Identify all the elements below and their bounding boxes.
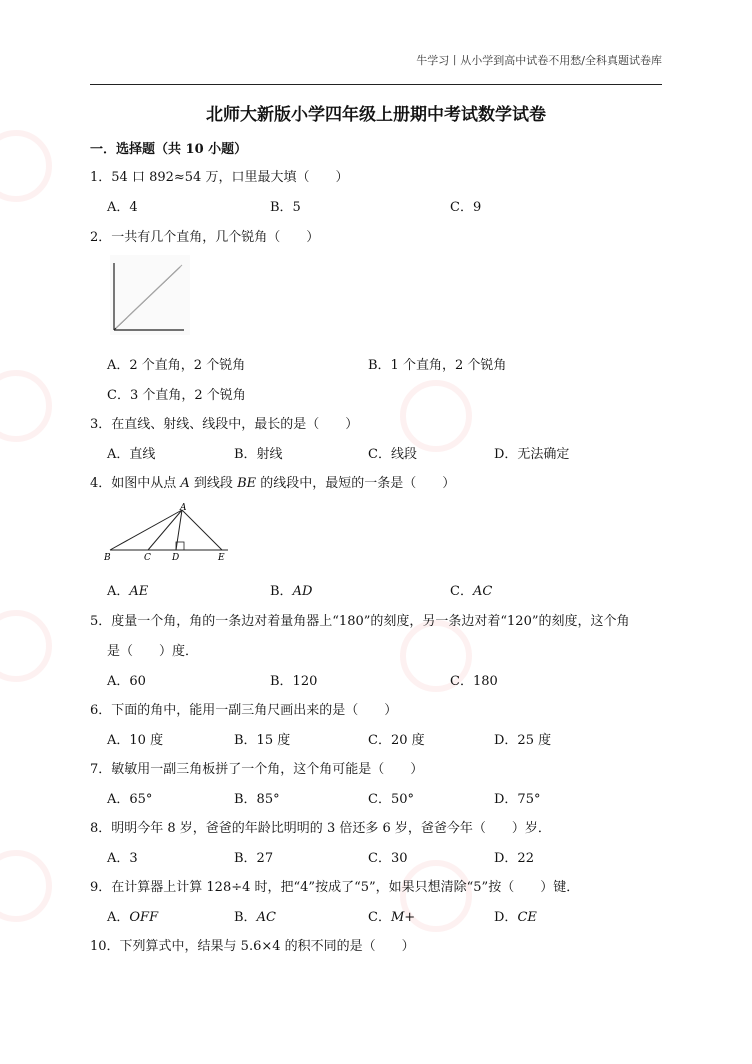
- q4-text-pre: 4．如图中从点: [90, 476, 181, 491]
- q4-label-b: B: [104, 553, 111, 562]
- watermark-logo: [0, 610, 52, 682]
- q4-option-c[interactable]: C．AC: [450, 584, 493, 599]
- q4-label-d: D: [172, 553, 180, 562]
- question-2: 2．一共有几个直角，几个锐角（ ）: [90, 230, 320, 245]
- watermark-logo: [0, 370, 52, 442]
- q4-option-b[interactable]: B．AD: [270, 584, 313, 599]
- question-4: [90, 472, 455, 491]
- question-10: 10．下列算式中，结果与 5.6×4 的积不同的是（ ）: [90, 939, 415, 954]
- question-7: 7．敏敏用一副三角板拼了一个角，这个角可能是（ ）: [90, 762, 424, 777]
- page-title: 北师大新版小学四年级上册期中考试数学试卷: [206, 105, 546, 125]
- section-heading: 一．选择题（共 10 小题）: [90, 142, 248, 157]
- question-5-line2: 是（ ）度．: [107, 644, 199, 659]
- q7-option-d[interactable]: D．75°: [494, 792, 541, 807]
- question-9: 9．在计算器上计算 128÷4 时，把“4”按成了“5”，如果只想清除“5”按（ ）键．: [90, 880, 580, 895]
- q7-option-b[interactable]: B．85°: [234, 792, 280, 807]
- header-tag: 牛学习丨从小学到高中试卷不用愁/全科真题试卷库: [416, 54, 662, 67]
- q2-option-a[interactable]: A．2 个直角，2 个锐角: [107, 358, 246, 373]
- q3-option-d[interactable]: D．无法确定: [494, 447, 570, 462]
- q2-option-b[interactable]: B．1 个直角，2 个锐角: [368, 358, 507, 373]
- q3-option-c[interactable]: C．线段: [368, 447, 417, 462]
- q2-figure: [110, 255, 190, 335]
- q3-option-b[interactable]: B．射线: [234, 447, 283, 462]
- q4-segment-be: BE: [237, 476, 257, 491]
- header-divider: [90, 84, 662, 85]
- q4-point-a: A: [180, 476, 190, 491]
- q6-option-d[interactable]: D．25 度: [494, 733, 552, 748]
- q7-option-a[interactable]: A．65°: [107, 792, 153, 807]
- question-1: 1．54 口 892≈54 万，口里最大填（ ）: [90, 170, 349, 185]
- watermark-logo: [400, 380, 472, 452]
- q1-option-c[interactable]: C．9: [450, 200, 482, 215]
- q4-figure: [104, 502, 234, 562]
- q4-label-c: C: [144, 553, 151, 562]
- q1-option-b[interactable]: B．5: [270, 200, 301, 215]
- q4-text-mid: 到线段: [189, 476, 238, 491]
- q6-option-b[interactable]: B．15 度: [234, 733, 291, 748]
- q2-option-c[interactable]: C．3 个直角，2 个锐角: [107, 388, 246, 403]
- q9-option-b[interactable]: B．AC: [234, 910, 276, 925]
- question-3: 3．在直线、射线、线段中，最长的是（ ）: [90, 417, 359, 432]
- q6-option-a[interactable]: A．10 度: [107, 733, 164, 748]
- q9-option-a[interactable]: A．OFF: [107, 910, 159, 925]
- question-8: 8．明明今年 8 岁，爸爸的年龄比明明的 3 倍还多 6 岁，爸爸今年（ ）岁．: [90, 821, 551, 836]
- q5-option-a[interactable]: A．60: [107, 674, 146, 689]
- q3-option-a[interactable]: A．直线: [107, 447, 156, 462]
- q9-option-c[interactable]: C．M+: [368, 910, 416, 925]
- q7-option-c[interactable]: C．50°: [368, 792, 414, 807]
- q1-option-a[interactable]: A．4: [107, 200, 138, 215]
- q5-option-c[interactable]: C．180: [450, 674, 498, 689]
- question-6: 6．下面的角中，能用一副三角尺画出来的是（ ）: [90, 703, 398, 718]
- question-5-line1: 5．度量一个角，角的一条边对着量角器上“180”的刻度，另一条边对着“120”的刻度，这个角: [90, 614, 630, 629]
- q9-option-d[interactable]: D．CE: [494, 910, 537, 925]
- q4-label-e: E: [218, 553, 225, 562]
- q8-option-a[interactable]: A．3: [107, 851, 138, 866]
- q4-label-a: A: [180, 503, 187, 513]
- q4-option-a[interactable]: A．AE: [107, 584, 149, 599]
- q8-option-b[interactable]: B．27: [234, 851, 274, 866]
- watermark-logo: [0, 850, 52, 922]
- q8-option-d[interactable]: D．22: [494, 851, 534, 866]
- q6-option-c[interactable]: C．20 度: [368, 733, 425, 748]
- q8-option-c[interactable]: C．30: [368, 851, 408, 866]
- watermark-logo: [0, 130, 52, 202]
- q5-option-b[interactable]: B．120: [270, 674, 318, 689]
- q4-text-post: 的线段中，最短的一条是（ ）: [256, 476, 456, 491]
